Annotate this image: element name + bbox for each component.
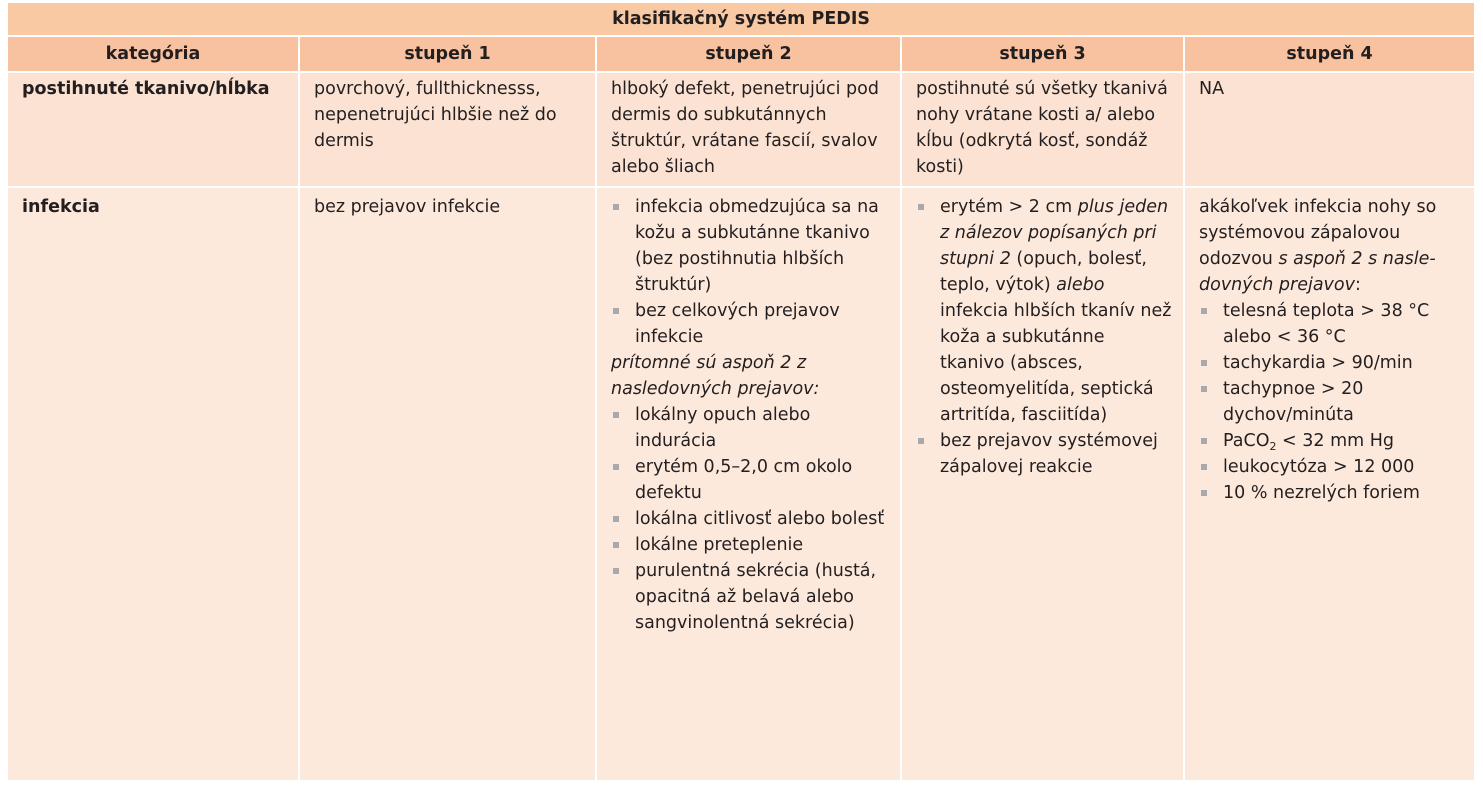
list-item <box>916 194 1173 428</box>
list-item: leukocytóza > 12 000 <box>1199 454 1464 480</box>
grade-3-bullet-list <box>916 194 1173 480</box>
column-header-grade-2: stupeň 2 <box>596 36 901 72</box>
paco2-label: PaCO <box>1223 431 1270 451</box>
pedis-classification-table <box>8 3 1474 782</box>
grade-2-bullet-list-a <box>611 194 890 350</box>
grade-3-text-findings: jeden z nálezov popísaných pri stupni 2 <box>940 197 1169 269</box>
list-item: erytém 0,5–2,0 cm okolo defektu <box>611 454 890 506</box>
table-title: klasifikačný systém PEDIS <box>8 3 1474 36</box>
list-item: bez prejavov systémovej zápalovej reakcie <box>916 428 1173 480</box>
grade-4-intro-text: akákoľvek infekcia nohy so systémovou zápalovou odozvou <box>1199 197 1437 269</box>
grade-4-intro <box>1199 194 1464 298</box>
grade-3-text-deep-infection: infekcia hlbších tkanív než koža a subkutánne tkanivo (absces, osteomyelitída, septická artritída, fasciitída) <box>940 301 1172 425</box>
list-item: telesná teplota > 38 °C alebo < 36 °C <box>1199 298 1464 350</box>
grade-4-bullet-list <box>1199 298 1464 506</box>
grade-2-criteria-note: prítomné sú aspoň 2 z nasledovných prejavov: <box>611 353 820 399</box>
category-cell-infection: infekcia <box>8 187 299 781</box>
table-row-depth <box>8 72 1474 187</box>
paco2-value: < 32 mm Hg <box>1276 431 1395 451</box>
list-item: infekcia obmedzujúca sa na kožu a subkutánne tkanivo (bez postihnutia hlbších štruktúr) <box>611 194 890 298</box>
list-item: lokálny opuch alebo indurácia <box>611 402 890 454</box>
list-item: tachypnoe > 20 dychov/minúta <box>1199 376 1464 428</box>
paco2-subscript: 2 <box>1269 440 1277 453</box>
depth-grade-1-cell: povrchový, fullthicknesss, nepenetrujúci hlbšie než do dermis <box>299 72 596 187</box>
category-cell-depth: postihnuté tkanivo/hĺbka <box>8 72 299 187</box>
grade-3-text-plus: plus <box>1077 197 1114 217</box>
column-header-grade-3: stupeň 3 <box>901 36 1184 72</box>
list-item: lokálna citlivosť alebo bolesť <box>611 506 890 532</box>
grade-3-text-symptoms: (opuch, bolesť, teplo, výtok) <box>940 249 1147 295</box>
grade-3-text-alebo: alebo <box>1056 275 1105 295</box>
grade-3-text-erythema: erytém > 2 cm <box>940 197 1078 217</box>
list-item: lokálne preteplenie <box>611 532 890 558</box>
infection-grade-4-cell <box>1184 187 1474 781</box>
list-item: tachykardia > 90/min <box>1199 350 1464 376</box>
infection-grade-3-cell <box>901 187 1184 781</box>
list-item: bez celkových prejavov infekcie <box>611 298 890 350</box>
infection-grade-2-cell <box>596 187 901 781</box>
depth-grade-4-cell: NA <box>1184 72 1474 187</box>
grade-4-intro-italic: s aspoň 2 s nasledovných prejavov <box>1199 249 1436 295</box>
list-item <box>1199 428 1464 454</box>
list-item: 10 % nezrelých foriem <box>1199 480 1464 506</box>
depth-grade-3-cell: postihnuté sú všetky tkanivá nohy vrátane kosti a/ alebo kĺbu (odkrytá kosť, sondáž kosti) <box>901 72 1184 187</box>
infection-grade-1-cell: bez prejavov infekcie <box>299 187 596 781</box>
column-header-grade-1: stupeň 1 <box>299 36 596 72</box>
grade-4-intro-colon: : <box>1354 275 1361 295</box>
column-header-category: kategória <box>8 36 299 72</box>
depth-grade-2-cell: hlboký defekt, penetrujúci pod dermis do subkutánnych štruktúr, vrátane fascií, svalov alebo šliach <box>596 72 901 187</box>
table-row-infection <box>8 187 1474 781</box>
list-item: purulentná sekrécia (hustá, opacitná až belavá alebo sangvinolentná sekrécia) <box>611 558 890 636</box>
column-header-grade-4: stupeň 4 <box>1184 36 1474 72</box>
grade-2-bullet-list-b <box>611 402 890 636</box>
